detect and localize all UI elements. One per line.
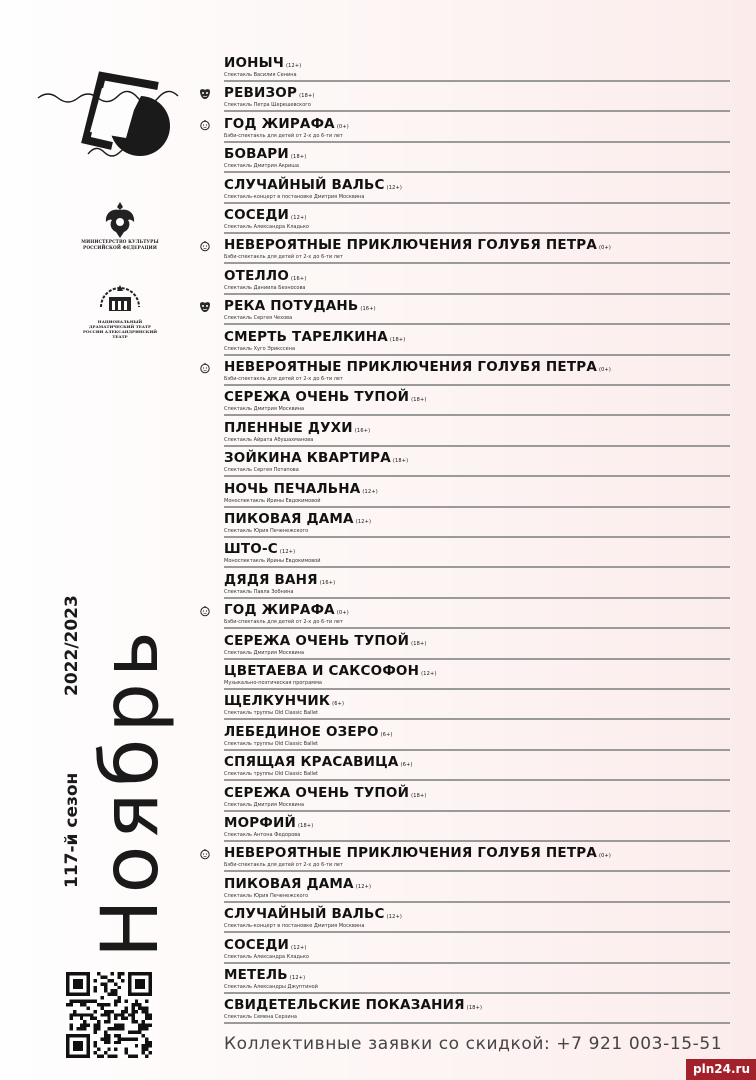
event-subtitle: Спектакль труппы Old Classic Ballet xyxy=(224,710,318,717)
age-rating: (12+) xyxy=(362,488,378,495)
theatre-logo xyxy=(30,58,190,168)
event-subtitle: Спектакль Петра Шерешевского xyxy=(224,102,311,109)
baby-performance-icon xyxy=(199,362,211,374)
row-divider xyxy=(224,171,730,173)
group-booking-phone[interactable]: Коллективные заявки со скидкой: +7 921 003-15-51 xyxy=(224,1034,723,1054)
event-subtitle: Бэби-спектакль для детей от 2-х до 6-ти лет xyxy=(224,132,343,139)
left-panel xyxy=(0,0,220,1080)
age-rating: (0+) xyxy=(598,367,612,373)
event-title-text: РЕКА ПОТУДАНЬ xyxy=(224,298,359,315)
row-divider xyxy=(224,475,730,477)
event-title-text: ЩЕЛКУНЧИК xyxy=(224,693,331,710)
row-divider xyxy=(224,323,730,325)
baby-performance-icon xyxy=(199,848,211,860)
row-divider xyxy=(224,80,730,82)
row-divider xyxy=(224,202,730,204)
event-subtitle: Спектакль Дмитрия Акриша xyxy=(224,163,299,170)
pushkin-theatre-logo-icon xyxy=(30,58,190,168)
event-title-text: СЕРЕЖА ОЧЕНЬ ТУПОЙ xyxy=(224,389,410,406)
event-title-text: НОЧЬ ПЕЧАЛЬНА xyxy=(224,480,361,497)
event-subtitle: Моноспектакль Ирины Евдокимовой xyxy=(224,558,321,565)
event-subtitle: Спектакль Павла Зобнина xyxy=(224,588,294,595)
age-rating: (16+) xyxy=(354,427,371,434)
age-rating: (18+) xyxy=(411,397,427,404)
age-rating: (6+) xyxy=(332,701,345,708)
age-rating: (0+) xyxy=(598,245,612,252)
age-rating: (6+) xyxy=(400,762,413,769)
event-title-text: СОСЕДИ xyxy=(224,207,290,223)
event-title-text: МЕТЕЛЬ xyxy=(224,967,288,983)
row-divider xyxy=(224,901,730,903)
age-rating: (12+) xyxy=(291,215,307,221)
age-rating: (0+) xyxy=(336,610,349,617)
watermark-badge: pln24.ru xyxy=(686,1059,756,1080)
row-divider xyxy=(224,931,730,933)
baby-performance-icon xyxy=(199,240,211,252)
age-rating: (12+) xyxy=(386,184,403,191)
event-title-text: МОРФИЙ xyxy=(224,815,296,831)
baby-performance-icon xyxy=(199,119,211,131)
month-title: Ноябрь xyxy=(86,625,176,958)
event-title-text: ГОД ЖИРАФА xyxy=(224,602,335,619)
row-divider xyxy=(224,992,730,994)
row-divider xyxy=(224,232,730,234)
event-subtitle: Спектакль Семена Серзина xyxy=(224,1014,297,1021)
event-subtitle: Бэби-спектакль для детей от 2-х до 6-ти лет xyxy=(224,254,343,261)
row-divider xyxy=(224,566,730,568)
event-subtitle: Бэби-спектакль для детей от 2-х до 6-ти лет xyxy=(224,619,343,626)
age-rating: (12+) xyxy=(386,914,403,921)
event-subtitle: Музыкально-поэтическая программа xyxy=(224,680,322,686)
row-divider xyxy=(224,445,730,447)
row-divider xyxy=(224,870,730,872)
event-title-text: СЕРЕЖА ОЧЕНЬ ТУПОЙ xyxy=(224,632,410,649)
row-divider xyxy=(224,414,730,416)
age-rating: (0+) xyxy=(336,123,349,130)
event-subtitle: Спектакль Юрия Печенежского xyxy=(224,528,309,534)
age-rating: (0+) xyxy=(598,853,612,860)
event-title-text: ПИКОВАЯ ДАМА xyxy=(224,511,354,527)
row-divider xyxy=(224,1022,730,1024)
event-title-text: ИОНЫЧ xyxy=(224,55,284,71)
row-divider xyxy=(224,627,730,629)
event-title-text: СЛУЧАЙНЫЙ ВАЛЬС xyxy=(224,176,385,193)
row-divider xyxy=(224,658,730,660)
event-title-text: РЕВИЗОР xyxy=(224,85,298,102)
age-rating: (12+) xyxy=(355,883,372,890)
alexandrinsky-caption: НАЦИОНАЛЬНЫЙ ДРАМАТИЧЕСКИЙ ТЕАТР РОССИИ АЛЕКСАНДРИНСКИЙ ТЕАТР xyxy=(82,319,158,339)
event-subtitle: Спектакль труппы Old Classic Ballet xyxy=(224,740,318,747)
alexandrinsky-emblem xyxy=(80,283,160,339)
row-divider xyxy=(224,779,730,781)
age-rating: (18+) xyxy=(389,336,406,343)
event-subtitle: Спектакль Александры Джуптиной xyxy=(224,984,318,990)
event-title-text: СЕРЕЖА ОЧЕНЬ ТУПОЙ xyxy=(224,784,410,801)
double-headed-eagle-icon xyxy=(103,200,137,240)
age-rating: (18+) xyxy=(299,93,315,100)
event-title-text: СПЯЩАЯ КРАСАВИЦА xyxy=(224,754,399,771)
age-rating: (18+) xyxy=(298,823,314,829)
age-rating: (16+) xyxy=(291,275,307,282)
age-rating: (12+) xyxy=(355,519,372,525)
theatre-mask-icon xyxy=(199,88,211,100)
event-subtitle: Спектакль Айрата Абушахманова xyxy=(224,436,314,443)
row-divider xyxy=(224,293,730,295)
age-rating: (12+) xyxy=(289,975,306,981)
event-title-text: НЕВЕРОЯТНЫЕ ПРИКЛЮЧЕНИЯ ГОЛУБЯ ПЕТРА xyxy=(224,237,597,254)
row-divider xyxy=(224,262,730,264)
event-subtitle: Спектакль-концерт в постановке Дмитрия Москвина xyxy=(224,193,365,200)
row-divider xyxy=(224,141,730,143)
event-title-text: СВИДЕТЕЛЬСКИЕ ПОКАЗАНИЯ xyxy=(224,997,465,1014)
event-title-text: СОСЕДИ xyxy=(224,936,290,953)
age-rating: (18+) xyxy=(411,792,427,799)
event-title-text: ЦВЕТАЕВА И САКСОФОН xyxy=(224,663,420,679)
row-divider xyxy=(224,354,730,356)
event-subtitle: Спектакль Сергея Потапова xyxy=(224,467,299,474)
row-divider xyxy=(224,688,730,690)
row-divider xyxy=(224,536,730,538)
event-subtitle: Спектакль Дмитрия Москвина xyxy=(224,406,305,413)
row-divider xyxy=(224,110,730,112)
event-title-text: ОТЕЛЛО xyxy=(224,267,290,284)
event-subtitle: Спектакль Василия Сенина xyxy=(224,72,297,78)
season-label: 117-й сезон xyxy=(62,772,82,888)
event-title-text: НЕВЕРОЯТНЫЕ ПРИКЛЮЧЕНИЯ ГОЛУБЯ ПЕТРА xyxy=(224,359,597,375)
age-rating: (18+) xyxy=(392,458,409,465)
row-divider xyxy=(224,384,730,386)
event-title-text: ПИКОВАЯ ДАМА xyxy=(224,875,354,892)
age-rating: (12+) xyxy=(279,549,296,556)
event-subtitle: Спектакль Антона Федорова xyxy=(224,832,301,838)
event-title-text: НЕВЕРОЯТНЫЕ ПРИКЛЮЧЕНИЯ ГОЛУБЯ ПЕТРА xyxy=(224,845,597,862)
age-rating: (18+) xyxy=(411,640,427,647)
event-subtitle: Бэби-спектакль для детей от 2-х до 6-ти лет xyxy=(224,376,343,382)
age-rating: (12+) xyxy=(291,944,307,951)
event-title-text: ШТО-С xyxy=(224,541,278,558)
event-title-text: БОВАРИ xyxy=(224,146,289,163)
theatre-mask-icon xyxy=(199,301,211,313)
age-rating: (16+) xyxy=(360,306,376,313)
season-years: 2022/2023 xyxy=(62,595,82,696)
row-divider xyxy=(224,840,730,842)
event-subtitle: Спектакль Александра Кладько xyxy=(224,224,309,230)
event-subtitle: Спектакль-концерт в постановке Дмитрия Москвина xyxy=(224,923,365,930)
event-subtitle: Бэби-спектакль для детей от 2-х до 6-ти лет xyxy=(224,862,343,869)
row-divider xyxy=(224,718,730,720)
baby-performance-icon xyxy=(199,605,211,617)
row-divider xyxy=(224,506,730,508)
age-rating: (12+) xyxy=(285,63,302,69)
row-divider xyxy=(224,810,730,812)
row-divider xyxy=(224,749,730,751)
age-rating: (18+) xyxy=(290,154,307,161)
event-subtitle: Спектакль Хуго Эрикссена xyxy=(224,345,296,352)
qr-code[interactable] xyxy=(66,972,152,1058)
event-title-text: СМЕРТЬ ТАРЕЛКИНА xyxy=(224,328,388,345)
event-subtitle: Спектакль Дмитрия Москвина xyxy=(224,649,305,656)
age-rating: (18+) xyxy=(466,1005,483,1012)
age-rating: (12+) xyxy=(421,671,437,677)
row-divider xyxy=(224,962,730,964)
ministry-caption: МИНИСТЕРСТВО КУЛЬТУРЫ РОССИЙСКОЙ ФЕДЕРАЦИИ xyxy=(81,240,159,251)
age-rating: (16+) xyxy=(319,579,336,586)
event-subtitle: Спектакль Даниила Безносова xyxy=(224,284,306,291)
event-subtitle: Моноспектакль Ирины Евдокимовой xyxy=(224,497,321,504)
event-subtitle: Спектакль Сергея Чехова xyxy=(224,315,293,322)
event-subtitle: Спектакль Дмитрия Москвина xyxy=(224,801,305,808)
alexandrinsky-theatre-icon xyxy=(95,283,145,319)
event-title-text: ЛЕБЕДИНОЕ ОЗЕРО xyxy=(224,723,379,740)
event-title-text: ДЯДЯ ВАНЯ xyxy=(224,571,318,588)
age-rating: (6+) xyxy=(380,731,393,738)
event-subtitle: Спектакль Александра Кладько xyxy=(224,953,309,960)
qr-code-icon xyxy=(66,972,152,1058)
event-subtitle: Спектакль труппы Old Classic Ballet xyxy=(224,771,318,778)
event-subtitle: Спектакль Юрия Печенежского xyxy=(224,892,309,899)
event-title-text: ГОД ЖИРАФА xyxy=(224,115,335,132)
event-title-text: СЛУЧАЙНЫЙ ВАЛЬС xyxy=(224,906,385,923)
event-title-text: ЗОЙКИНА КВАРТИРА xyxy=(224,450,391,467)
event-title-text: ПЛЕННЫЕ ДУХИ xyxy=(224,419,353,436)
row-divider xyxy=(224,597,730,599)
ministry-emblem xyxy=(80,200,160,251)
